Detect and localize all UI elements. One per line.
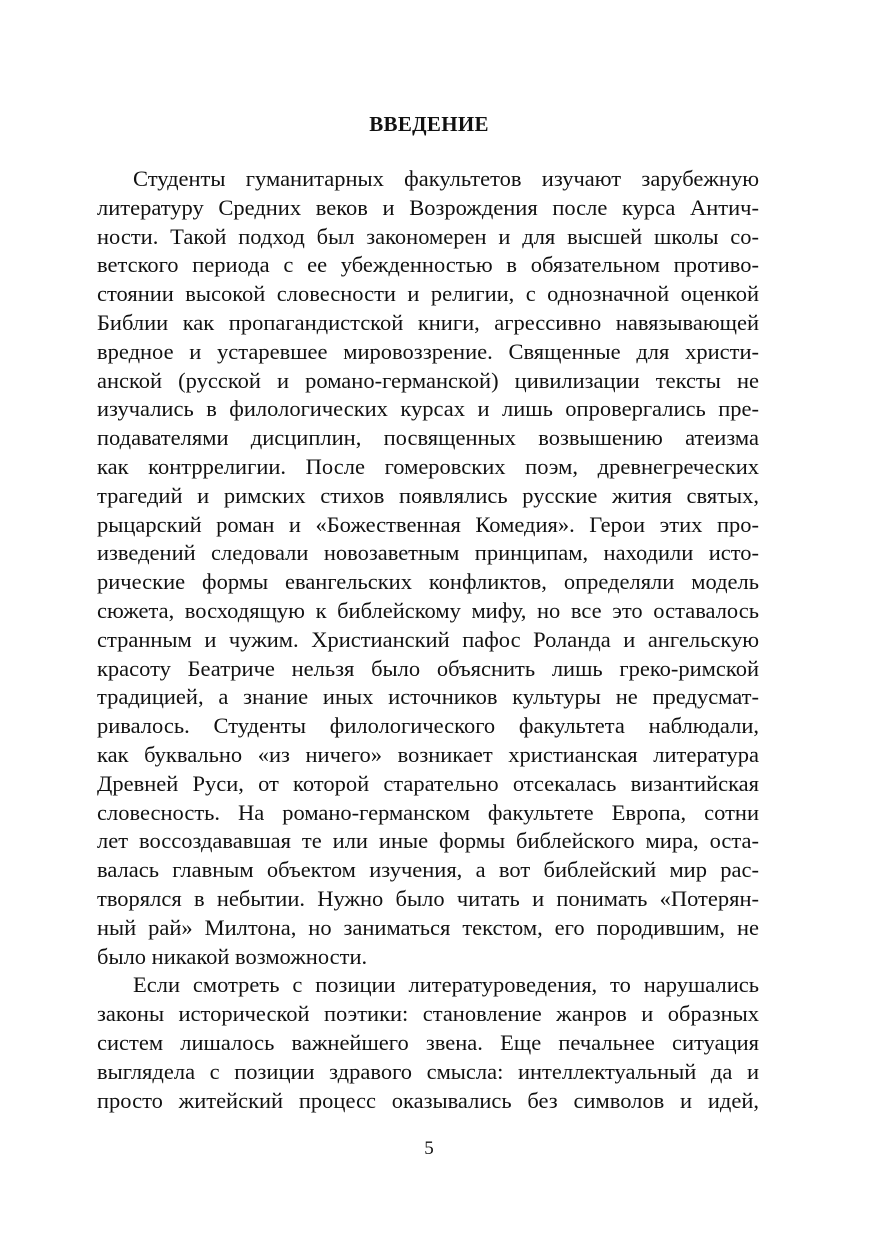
text-line: красоту Беатриче нельзя было объяснить лишь греко-римской [97, 655, 759, 681]
text-line: законы исторической поэтики: становление жанров и образных [97, 1001, 759, 1027]
text-line: литературу Средних веков и Возрождения после курса Антич- [97, 194, 759, 220]
text-line: изучались в филологических курсах и лишь опровергались пре- [97, 396, 759, 422]
text-line: Студенты гуманитарных факультетов изучают зарубежную [133, 166, 759, 191]
text-line: Древней Руси, от которой старательно отсекалась византийская [97, 770, 759, 796]
text-line: ности. Такой подход был закономерен и для высшей школы со- [97, 223, 759, 249]
text-line: изведений следовали новозаветным принципам, находили исто- [97, 540, 759, 566]
text-line: просто житейский процесс оказывались без символов и идей, [97, 1087, 759, 1113]
paragraph-2 [97, 971, 759, 1115]
text-line: стоянии высокой словесности и религии, с однозначной оценкой [97, 281, 759, 307]
text-line: ный рай» Милтона, но заниматься текстом, его породившим, не [97, 914, 759, 940]
body-text [97, 165, 759, 1115]
text-line: сюжета, восходящую к библейскому мифу, но все это оставалось [97, 597, 759, 623]
text-line: Если смотреть с позиции литературоведения, то нарушались [133, 972, 759, 998]
text-line: систем лишалось важнейшего звена. Еще печальнее ситуация [97, 1029, 759, 1055]
page-number: 5 [424, 1138, 434, 1159]
text-line: словесность. На романо-германском факультете Европа, сотни [97, 799, 759, 825]
text-line: традицией, а знание иных источников культуры не предусмат- [97, 684, 759, 710]
text-line: вредное и устаревшее мировоззрение. Священные для христи- [97, 338, 759, 364]
text-line: странным и чужим. Христианский пафос Роланда и ангельскую [97, 626, 759, 652]
text-line: выглядела с позиции здравого смысла: интеллектуальный да и [97, 1058, 759, 1084]
text-line: как буквально «из ничего» возникает христианская литература [97, 741, 759, 767]
text-line: рыцарский роман и «Божественная Комедия». Герои этих про- [97, 511, 759, 537]
text-line: творялся в небытии. Нужно было читать и понимать «Потерян- [97, 885, 759, 911]
paragraph-1 [97, 165, 759, 971]
text-line: подавателями дисциплин, посвященных возвышению атеизма [97, 425, 759, 451]
text-line: валась главным объектом изучения, а вот библейский мир рас- [97, 857, 759, 883]
text-line: ветского периода с ее убежденностью в обязательном противо- [97, 252, 759, 278]
text-line: рические формы евангельских конфликтов, определяли модель [97, 569, 759, 595]
chapter-title: ВВЕДЕНИЕ [369, 112, 489, 136]
text-line: как контррелигии. После гомеровских поэм, древнегреческих [97, 453, 759, 479]
text-line: анской (русской и романо-германской) цивилизации тексты не [97, 367, 759, 393]
text-line: Библии как пропагандистской книги, агрессивно навязывающей [97, 309, 759, 335]
text-line: трагедий и римских стихов появлялись русские жития святых, [97, 482, 759, 508]
text-line: было никакой возможности. [97, 943, 368, 969]
text-line: лет воссоздававшая те или иные формы библейского мира, оста- [97, 828, 759, 854]
text-line: ривалось. Студенты филологического факультета наблюдали, [97, 713, 759, 739]
